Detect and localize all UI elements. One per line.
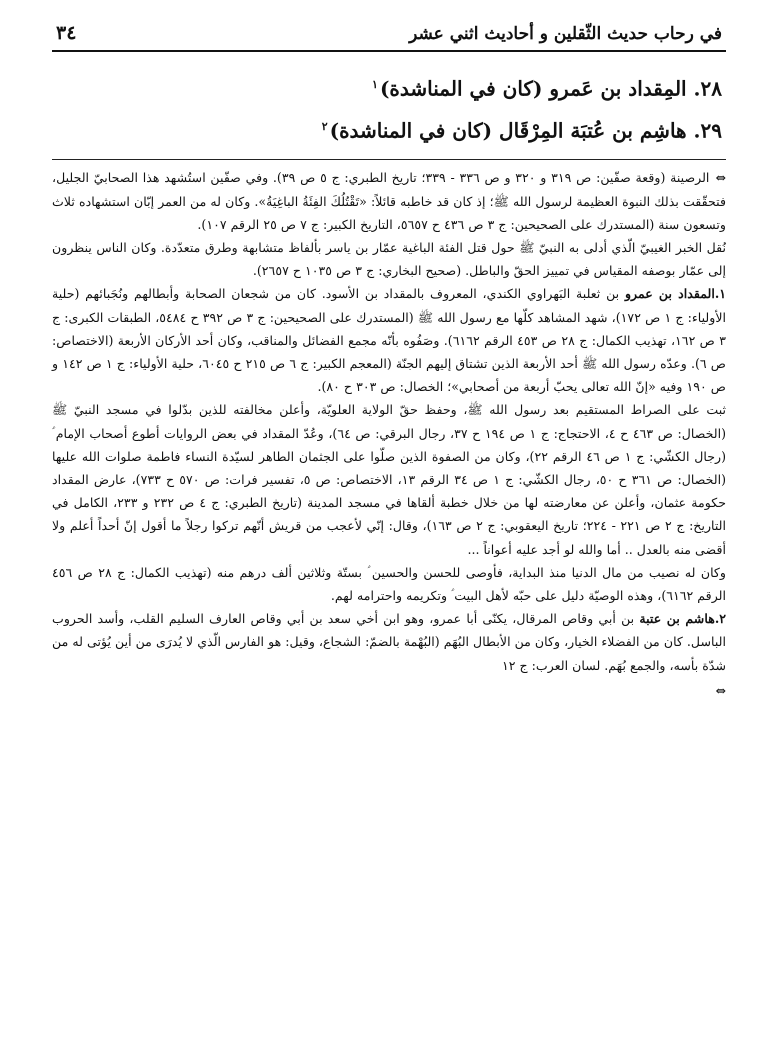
footnote-text: الرصينة (وقعة صفّين: ص ٣١٩ و ٣٢٠ و ص ٣٣٦ - ٣٣٩؛ تاريخ الطبري: ج ٥ ص ٣٩). وفي صفّين استُشهد هذا الصحابيّ الجليل، فتحقّقت بذلك النبوة العظيمة لرسول الله ﷺ؛ إذ كان قد خاطبه قائلاً: «تَقْتُلُكَ الفِئَةُ الباغِيَةُ». وكان له من العمر إبّان استشهاده ثلاث وتسعون سنة (المستدرك على الصحيحين: ج ٣ ص ٤٣٦ ح ٥٦٥٧، التاريخ الكبير: ج ٧ ص ٢٥ الرقم ١٠٧).: [52, 170, 726, 232]
footnote-text: نُقل الخبر الغيبيّ الّذي أدلى به النبيّ ﷺ حول قتل الفئة الباغية عمّار بن ياسر بألفاظ متشابهة وطرق متعدّدة. وكان الناس ينظرون إلى عمّار بوصفه المقياس في تمييز الحقّ والباطل. (صحيح البخاري: ج ٣ ص ١٠٣٥ ح ٢٦٥٧).: [52, 239, 726, 279]
footnote-1: [52, 282, 726, 398]
main-list-item: [52, 108, 722, 150]
running-header: [52, 22, 726, 48]
footnote-text: بن ثعلبة البَهراوي الكندي، المعروف بالمقداد بن الأسود. كان من شجعان الصحابة وأبطالهم ونُجَبائهم (حلية الأولياء: ج ١ ص ١٧٢)، شهد المشاهد كلّها مع رسول الله ﷺ (المستدرك على الصحيحين: ج ٣ ص ٣٩٢ ح ٥٤٨٤، الطبقات الكبرى: ج ٣ ص ١٦٢، تهذيب الكمال: ج ٢٨ ص ٤٥٣ الرقم ٦١٦٢). وصَفُوه بأنّه مجمع الفضائل والمناقب، وكان أحد الأركان الأربعة (الاختصاص: ص ٦). وعدّه رسول الله ﷺ أحد الأربعة الذين تشتاق إليهم الجنّة (المعجم الكبير: ج ٦ ص ٢١٥ ح ٦٠٤٥، حلية الأولياء: ج ١ ص ١٤٢ و ص ١٩٠ وفيه «إنّ الله تعالى يحبّ أربعة من أصحابي»؛ الخصال: ص ٣٠٣ ح ٨٠).: [52, 286, 727, 395]
continues-marker: ⇔: [715, 682, 726, 698]
footnote-rule: [52, 159, 726, 160]
header-rule: [52, 50, 726, 52]
footnote-1-paragraph: [52, 398, 726, 560]
main-list: [52, 66, 726, 149]
footnote-1-paragraph: [52, 561, 726, 607]
footnote-text: وكان له نصيب من مال الدنيا منذ البداية، فأوصى للحسن والحسين ؑ بستّة وثلاثين ألف درهم منه (تهذيب الكمال: ج ٢٨ ص ٤٥٦ الرقم ٦١٦٢)، وهذه الوصيّة دليل على حبّه لأهل البيت ؑ وتكريمه واحترامه لهم.: [52, 564, 727, 603]
footnote-2: [52, 607, 726, 677]
running-title: في رحاب حديث الثّقلين و أحاديث اثني عشر: [409, 24, 722, 44]
footnote-text: بن أبي وقاص المرقال، يكنّى أبا عمرو، وهو ابن أخي سعد بن أبي وقاص العارف السليم القلب، وأسد الحروب الباسل. كان من الفضلاء الخيار، وكان من الأبطال البُهَم (البُهْمة بالضمّ: الشجاع، وقيل: هو الفارس الّذي لا يُدرَى من أين يُؤتى له من شدّة بأسه، والجمع بُهَم. لسان العرب: ج ١٢: [52, 611, 726, 673]
main-list-item-text: ٢٨. المِقداد بن عَمرو (كان في المناشدة): [379, 76, 722, 101]
footnote-continuation: [52, 236, 726, 282]
footnote-continuation: [52, 166, 726, 236]
footnote-heading: المقداد بن عمرو: [624, 286, 715, 302]
footnote-heading: هاشم بن عتبة: [639, 611, 715, 627]
main-list-item: [52, 66, 722, 108]
page-number: ٣٤: [56, 22, 77, 44]
footnote-number: ١.: [714, 286, 726, 302]
footnote-number: ٢.: [714, 611, 726, 627]
footnote-text: ثبت على الصراط المستقيم بعد رسول الله ﷺ، وحفظ حقّ الولاية العلويّة، وأعلن مخالفته للذين بدّلوا في مسجد النبيّ ﷺ (الخصال: ص ٤٦٣ ح ٤، الاحتجاج: ج ١ ص ١٩٤ ح ٣٧، رجال البرقي: ص ٦٤)، وعُدّ المقداد في بعض الروايات أطوع أصحاب الإمام ؑ (رجال الكشّي: ج ١ ص ٤٦ الرقم ٢٢)، وكان من الصفوة الذين صلّوا على الجثمان الطاهر لسيّدة النساء فاطمة صلوات الله عليها (الخصال: ص ٣٦١ ح ٥٠، رجال الكشّي: ج ١ ص ٣٤ الرقم ١٣، الاختصاص: ص ٥، تفسير فرات: ص ٥٧٠ ح ٧٣٣)، عارض المقداد حكومة عثمان، وأعلن عن معارضته لها من خلال خطبة ألقاها في مسجد المدينة (تاريخ الطبري: ج ٤ ص ٢٣٢ و ٢٣٣، الكامل في التاريخ: ج ٢ ص ٢٢١ - ٢٢٤؛ تاريخ اليعقوبي: ج ٢ ص ١٦٣)، وقال: إنّي لأعجب من قريش أنّهم تركوا رجلاً ما أقول إنّ أحداً أعلم ولا أقضى منه بالعدل .. أما والله لو أجد عليه أعواناً ...: [52, 402, 727, 557]
continuation-marker: ⇔: [715, 170, 726, 186]
footnote-ref: ٢: [321, 119, 328, 133]
main-list-item-text: ٢٩. هاشِم بن عُتبَة المِرْقَال (كان في المناشدة): [329, 118, 722, 143]
footnotes: [52, 166, 726, 702]
footnote-ref: ١: [372, 78, 378, 91]
